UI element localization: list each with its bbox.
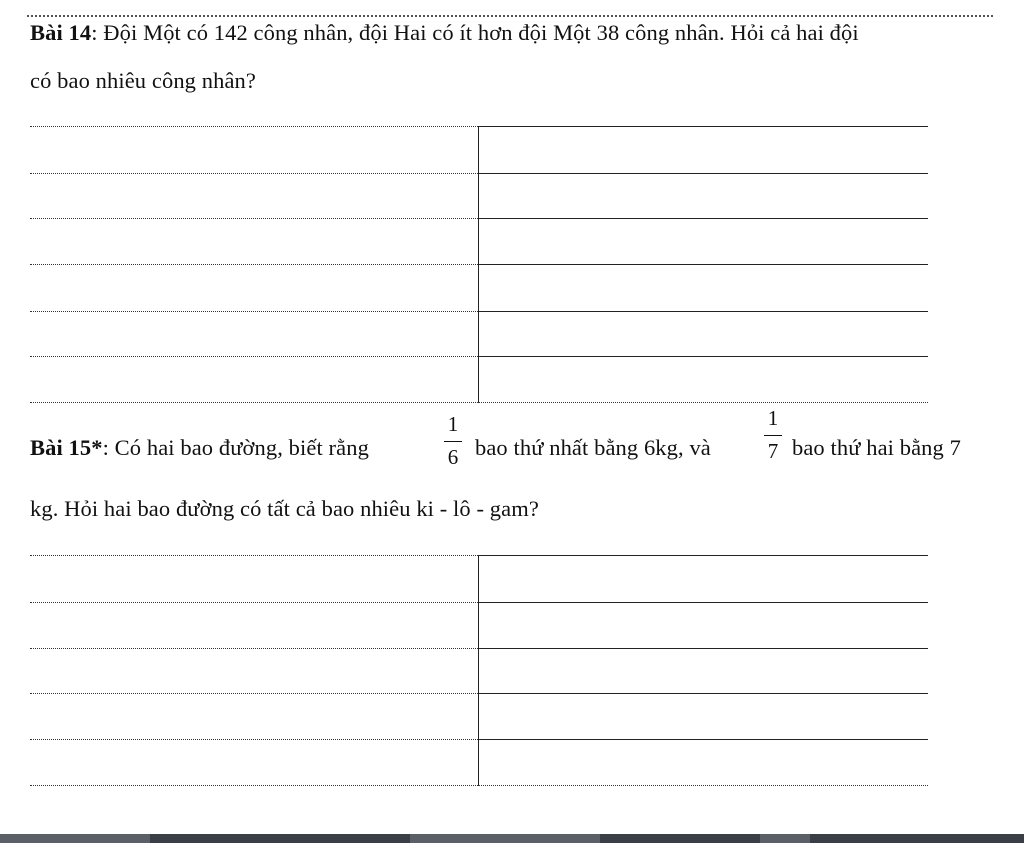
problem-14-label: Bài 14 — [30, 20, 92, 45]
problem-15-text-part-3: bao thứ hai bằng 7 — [792, 435, 961, 460]
problem-15-text-part-2: bao thứ nhất bằng 6kg, và — [475, 435, 711, 460]
window-bottom-edge — [0, 834, 1024, 843]
answer-column-divider — [478, 126, 479, 402]
fraction-numerator: 1 — [447, 412, 459, 436]
answer-column-divider — [478, 555, 479, 785]
fraction-denominator: 7 — [767, 439, 779, 463]
fraction-numerator: 1 — [767, 406, 779, 430]
problem-15-line-1 — [30, 437, 369, 460]
problem-15-line-2: kg. Hỏi hai bao đường có tất cả bao nhiêu ki - lô - gam? — [30, 496, 539, 521]
problem-15-label: Bài 15* — [30, 435, 103, 460]
problem-14-text: : Đội Một có 142 công nhân, đội Hai có ít hơn đội Một 38 công nhân. Hỏi cả hai đội — [91, 20, 859, 45]
problem-15-text-part-1: : Có hai bao đường, biết rằng — [102, 435, 369, 460]
fraction-one-seventh — [764, 408, 782, 465]
problem-14-line-2: có bao nhiêu công nhân? — [30, 68, 256, 93]
fraction-denominator: 6 — [447, 445, 459, 469]
top-dotted-rule — [27, 15, 993, 17]
problem-14-line-1 — [30, 22, 859, 45]
fraction-one-sixth — [444, 414, 462, 471]
